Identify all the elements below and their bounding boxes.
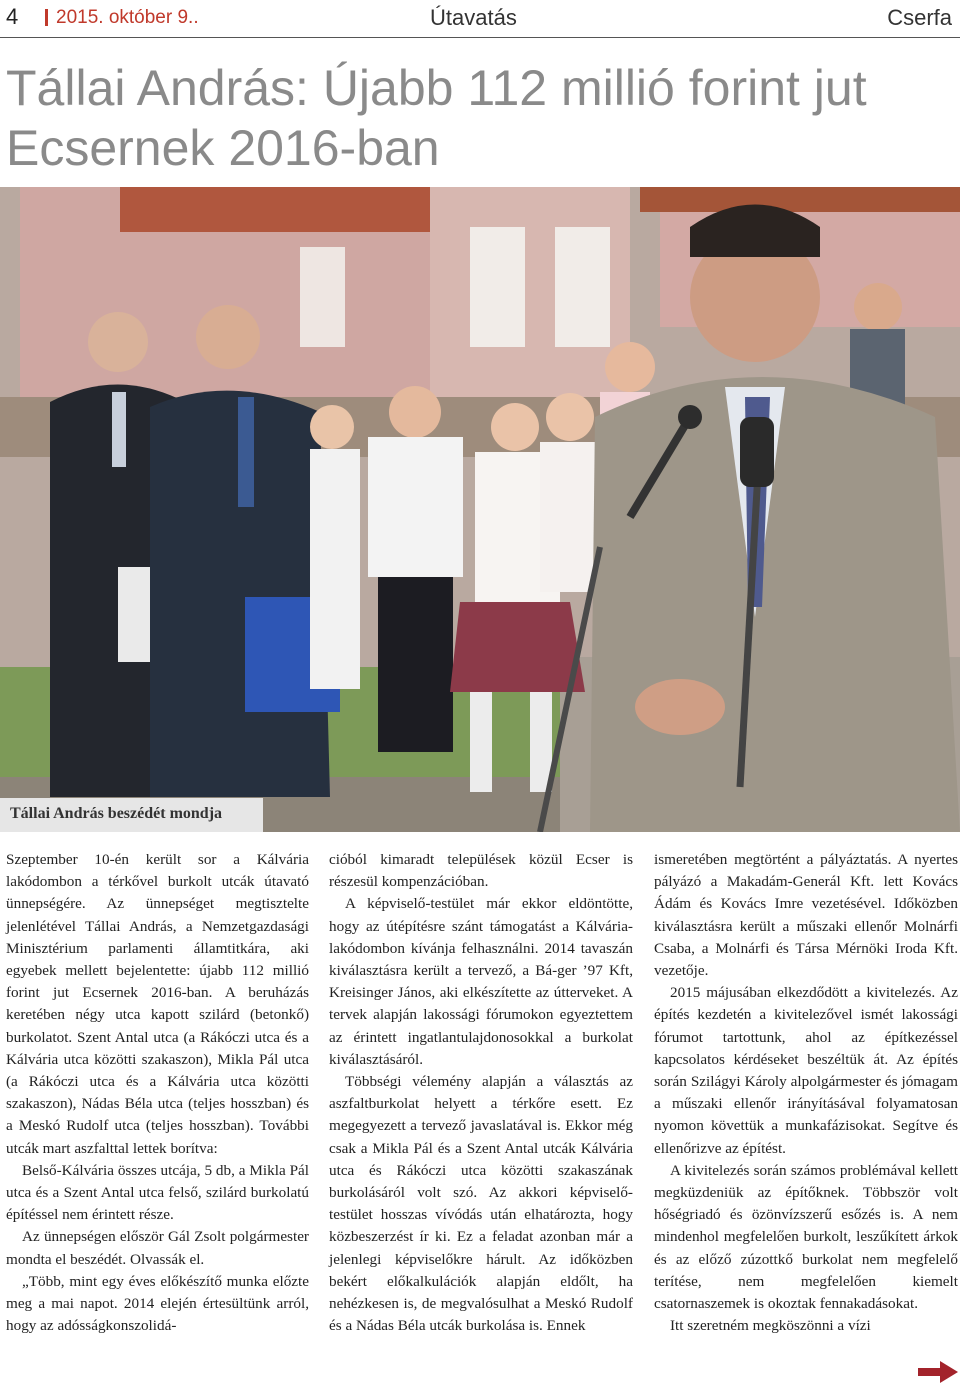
- article-title: Tállai András: Újabb 112 millió forint jut Ecsernek 2016-ban: [6, 60, 867, 176]
- article-column-3: [654, 849, 958, 1337]
- paragraph: Itt szeretném megköszönni a vízi: [670, 1317, 871, 1335]
- arrow-right-icon: [918, 1361, 958, 1383]
- photo-caption: Tállai András beszédét mondja: [10, 805, 223, 822]
- paragraph: cióból kimaradt települések közül Ecser is részesül kompenzációban.: [329, 851, 633, 891]
- paragraph: Többségi vélemény alapján a választás az aszfaltburkolat helyett a térkőre esett. Ez megegyezett a tervező javaslatával is. Ekkor még csak a Mikla Pál és a Szent Antal utcák Kálvária utca és Rákóczi utca közötti szakaszának burkolásáról volt szó. Az akkori képviselő-testület hosszas vívódás után elhatározta, hogy közbeszerzést ír ki. Ez a feladat azonban már a jelenlegi képviselőkre hárult. Az időközben bekért előkalkulációk alapján eldőlt, ha nehézkesen is, de megvalósulhat a Meskó Rudolf és a Nádas Béla utcák burkolása is. Ennek: [329, 1073, 633, 1335]
- paragraph: A kivitelezés során számos problémával kellett megküzdeniük az építőknek. Többször volt hőségriadó és özönvízszerű esőzés is. A nem mindenhol megfelelően burkolt, leszűkített árkok és az előző zúzottkő burkolat nem megfelelő terítése, nem megfelelően kiemelt csatornaszemek is okoztak fennakadásokat.: [654, 1161, 958, 1313]
- paragraph: 2015 májusában elkezdődött a kivitelezés. Az építés kezdetén a kivitelezővel ismét lakossági fórumot tartottunk, ahol az építkezéssel kapcsolatos kérdéseket beszéltük át. Az építés során Szilágyi Károly alpolgármester és jómagam a műszaki ellenőr irányításával folyamatosan nyomon követtük a munkafázisokat. Segítve és ellenőrizve az építést.: [654, 984, 958, 1157]
- paragraph: Szeptember 10-én került sor a Kálvária lakódombon a térkővel burkolt utcák útavató ünnepségére. Az ünnepséget megtisztelte jelenlétével Tállai András, a Nemzetgazdasági Minisztérium parlamenti államtitkára, aki egyebek mellett bejelentette: újabb 112 millió forint jut Ecsernek 2016-ban. A beruházás keretében négy utca kapott szilárd (betonkő) burkolatot. Szent Antal utca (a Rákóczi utca és a Kálvária utca közötti szakaszon), Mikla Pál utca (a Rákóczi utca és a Kálvária utca közötti szakaszon), Nádas Béla utca (teljes hosszban) és a Meskó Rudolf utca (teljes hosszban). További utcák mart aszfalttal lettek borítva:: [6, 851, 309, 1157]
- page-number: 4: [6, 4, 19, 29]
- photo-caption-box: [0, 798, 263, 832]
- header-rule: [0, 37, 960, 38]
- publication-name: Cserfa: [887, 5, 952, 30]
- paragraph: A képviselő-testület már ekkor eldöntötte, hogy az útépítésre szánt támogatást a Kálvária-lakódombon kívánja felhasználni. 2014 tavaszán kiválasztásra került a tervező, a Bá-ger ’97 Kft, Kreisinger János, aki elkészítette az útterveket. A tervek alapján lakossági fórumokon egyeztettem az érintett ingatlantulajdonosokkal a burkolat kiválasztásáról.: [329, 895, 633, 1068]
- section-title: Útavatás: [430, 5, 517, 30]
- page-header: [0, 0, 960, 36]
- article-column-1: [6, 849, 309, 1337]
- header-divider: [45, 9, 48, 26]
- paragraph: Belső-Kálvária összes utcája, 5 db, a Mikla Pál utca és a Szent Antal utca felső, szilárd burkolatú építéssel nem érintett része.: [6, 1161, 309, 1224]
- article-column-2: [329, 849, 633, 1337]
- article-photo: [0, 187, 960, 832]
- paragraph: „Több, mint egy éves előkészítő munka előzte meg a mai napot. 2014 elején értesültünk arról, hogy az adósságkonszolidá-: [6, 1272, 309, 1335]
- issue-date: 2015. október 9..: [56, 7, 199, 28]
- paragraph: Az ünnepségen először Gál Zsolt polgármester mondta el beszédét. Olvassák el.: [6, 1228, 309, 1268]
- paragraph: ismeretében megtörtént a pályáztatás. A nyertes pályázó a Makadám-Generál Kft. lett Kovács Ádám és Kovács Imre vezetésével. Időközben kiválasztásra került a műszaki ellenőr Molnárfi Csaba, a Molnárfi és Társa Mérnöki Iroda Kft. vezetője.: [654, 851, 958, 980]
